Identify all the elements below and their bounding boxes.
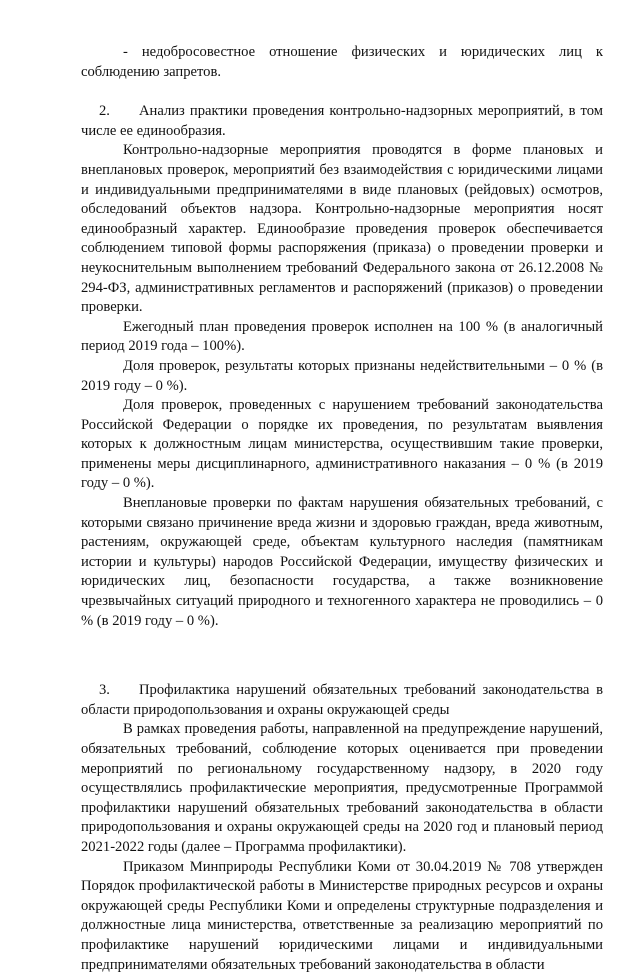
intro-list-item: - недобросовестное отношение физических и юридических лиц к соблюдению запретов. [81,44,603,80]
spacer [81,82,603,102]
section-2-paragraph: Доля проверок, результаты которых признаны недействительными – 0 % (в 2019 году – 0 %). [81,357,603,394]
section-2-heading [81,102,603,141]
section-2-paragraph: Контрольно-надзорные мероприятия проводятся в форме плановых и внеплановых проверок, мероприятий без взаимодействия с юридическими лицами и индивидуальными предпринимателями в виде плановых (рейдовых) осмотров, обследований объектов надзора. Контрольно-надзорные мероприятия носят единообразный характер. Единообразие проведения проверок обеспечивается соблюдением типовой формы распоряжения (приказа) о проведении проверки и неукоснительным выполнением требований Федерального закона от 26.12.2008 № 294-ФЗ, административных регламентов и распоряжений (приказов) о проведении проверки. [81,142,603,316]
section-2-paragraph: Ежегодный план проведения проверок исполнен на 100 % (в аналогичный период 2019 года – 100%). [81,318,603,355]
section-3-paragraph: В рамках проведения работы, направленной на предупреждение нарушений, обязательных требований, соблюдение которых оценивается при проведении мероприятий по региональному государственному надзору, в 2020 году осуществлялись профилактические мероприятия, предусмотренные Программой профилактики нарушений обязательных требований законодательства в области природопользования и охраны окружающей среды на 2020 год и плановый период 2021-2022 годы (далее – Программа профилактики). [81,721,603,855]
section-3-paragraph: Приказом Минприроды Республики Коми от 30.04.2019 № 708 утвержден Порядок профилактической работы в Министерстве природных ресурсов и охраны окружающей среды Республики Коми и определены структурные подразделения и должностные лица министерства, ответственные за реализацию мероприятий по профилактике нарушений юридическими лицами и индивидуальными предпринимателями обязательных требований законодательства в области [81,858,603,973]
section-3-heading [81,681,603,720]
document-page [81,43,603,975]
section-2-paragraph: Внеплановые проверки по фактам нарушения обязательных требований, с которыми связано причинение вреда жизни и здоровью граждан, вреда животным, растениям, окружающей среде, объектам культурного наследия (памятникам истории и культуры) народов Российской Федерации, имуществу физических и юридических лиц, безопасности государства, а также возникновение чрезвычайных ситуаций природного и техногенного характера не проводились – 0 % (в 2019 году – 0 %). [81,495,603,629]
section-2-title: Анализ практики проведения контрольно-надзорных мероприятий, в том числе ее единообразия. [81,103,603,139]
section-3-title: Профилактика нарушений обязательных требований законодательства в области природопользования и охраны окружающей среды [81,682,603,718]
section-3-number: 3. [99,682,110,699]
section-2-paragraph: Доля проверок, проведенных с нарушением требований законодательства Российской Федерации о порядке их проведения, по результатам выявления которых к должностным лицам министерства, осуществившим такие проверки, применены меры дисциплинарного, административного наказания – 0 % (в 2019 году – 0 %). [81,397,603,492]
section-2-number: 2. [99,103,110,120]
spacer [81,631,603,681]
